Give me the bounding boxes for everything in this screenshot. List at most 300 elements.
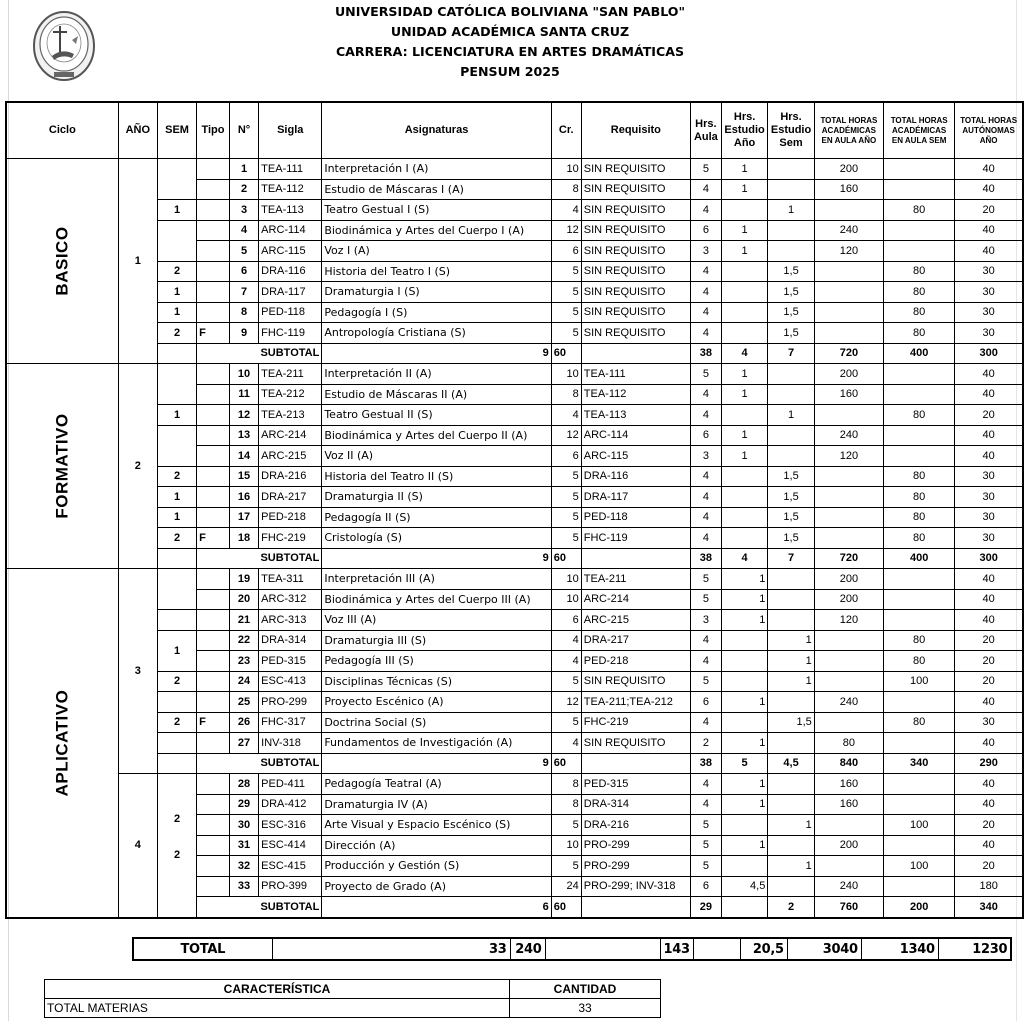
total-autonomas: 20 (955, 405, 1023, 426)
sem-cell: 1 (158, 405, 197, 426)
course-code: ARC-313 (259, 610, 322, 631)
total-acad-sem: 80 (884, 507, 955, 528)
course-number: 33 (229, 876, 258, 897)
subtotal-hrs-aula: 38 (690, 548, 721, 569)
hrs-estudio-sem (768, 425, 814, 446)
course-credits: 8 (551, 774, 581, 795)
total-autonomas: 30 (955, 302, 1023, 323)
total-acad-anio: 160 (814, 794, 883, 815)
subtotal-row (6, 343, 1023, 364)
total-acad-anio (814, 200, 883, 221)
course-requisite: DRA-116 (581, 466, 690, 487)
course-number: 28 (229, 774, 258, 795)
total-acad-sem: 80 (884, 302, 955, 323)
table-row (6, 569, 1023, 590)
hrs-estudio-anio: 1 (721, 610, 767, 631)
course-code: ESC-414 (259, 835, 322, 856)
summary-row-label: TOTAL MATERIAS (45, 999, 510, 1018)
document-header (300, 2, 720, 82)
hrs-aula: 4 (690, 302, 721, 323)
total-acad-sem (884, 446, 955, 467)
tipo-cell (197, 241, 230, 262)
subtotal-hrs-estudio-sem: 7 (768, 548, 814, 569)
subtotal-credits: 60 (551, 548, 581, 569)
col-header-anio: AÑO (118, 102, 157, 159)
total-acad-anio: 200 (814, 569, 883, 590)
tipo-cell (197, 200, 230, 221)
total-acad-sem: 80 (884, 712, 955, 733)
course-number: 15 (229, 466, 258, 487)
course-requisite: TEA-112 (581, 384, 690, 405)
tipo-cell (197, 630, 230, 651)
course-credits: 24 (551, 876, 581, 897)
col-header-asignaturas: Asignaturas (322, 102, 551, 159)
tipo-cell (197, 364, 230, 385)
col-header-total-acad-sem: TOTAL HORAS ACADÉMICAS EN AULA SEM (884, 102, 955, 159)
cycle-name: APLICATIVO (52, 689, 72, 797)
course-code: PRO-299 (259, 692, 322, 713)
course-name: Cristología (S) (322, 528, 551, 549)
sem-cell (158, 425, 197, 466)
hrs-estudio-anio: 1 (721, 384, 767, 405)
course-credits: 4 (551, 733, 581, 754)
course-requisite: TEA-211 (581, 569, 690, 590)
sem-cell: 1 (158, 200, 197, 221)
course-requisite: SIN REQUISITO (581, 302, 690, 323)
table-row (6, 159, 1023, 180)
tipo-cell (197, 384, 230, 405)
course-code: TEA-113 (259, 200, 322, 221)
course-requisite: DRA-314 (581, 794, 690, 815)
total-acad-anio (814, 630, 883, 651)
course-requisite: DRA-117 (581, 487, 690, 508)
table-row (6, 261, 1023, 282)
sem-cell (158, 364, 197, 405)
subtotal-total-anio: 720 (814, 548, 883, 569)
tipo-cell (197, 261, 230, 282)
total-autonomas: 40 (955, 692, 1023, 713)
subtotal-row (6, 753, 1023, 774)
course-number: 5 (229, 241, 258, 262)
table-row (6, 630, 1023, 651)
course-name: Biodinámica y Artes del Cuerpo III (A) (322, 589, 551, 610)
hrs-estudio-sem: 1,5 (768, 261, 814, 282)
total-acad-sem (884, 384, 955, 405)
total-autonomas: 30 (955, 487, 1023, 508)
col-header-hrs-estudio-sem: Hrs. Estudio Sem (768, 102, 814, 159)
hrs-estudio-sem: 1,5 (768, 302, 814, 323)
hrs-aula: 3 (690, 241, 721, 262)
course-code: ESC-415 (259, 856, 322, 877)
course-number: 9 (229, 323, 258, 344)
subtotal-total-anio: 840 (814, 753, 883, 774)
course-requisite: SIN REQUISITO (581, 733, 690, 754)
table-row (6, 610, 1023, 631)
course-credits: 8 (551, 384, 581, 405)
tipo-cell (197, 487, 230, 508)
tipo-cell (197, 692, 230, 713)
course-credits: 5 (551, 671, 581, 692)
course-code: ARC-215 (259, 446, 322, 467)
course-number: 2 (229, 179, 258, 200)
course-credits: 5 (551, 712, 581, 733)
course-name: Voz III (A) (322, 610, 551, 631)
tipo-cell (197, 733, 230, 754)
hrs-estudio-anio (721, 815, 767, 836)
total-acad-anio (814, 671, 883, 692)
course-name: Producción y Gestión (S) (322, 856, 551, 877)
total-autonomas: 40 (955, 446, 1023, 467)
course-requisite: FHC-119 (581, 528, 690, 549)
course-requisite: SIN REQUISITO (581, 159, 690, 180)
course-number: 3 (229, 200, 258, 221)
course-name: Estudio de Máscaras I (A) (322, 179, 551, 200)
hrs-aula: 5 (690, 835, 721, 856)
subtotal-hrs-estudio-anio (721, 897, 767, 918)
total-acad-sem: 100 (884, 815, 955, 836)
course-credits: 5 (551, 487, 581, 508)
hrs-aula: 6 (690, 220, 721, 241)
total-acad-anio (814, 282, 883, 303)
hrs-estudio-sem: 1,5 (768, 282, 814, 303)
tipo-cell (197, 876, 230, 897)
course-credits: 5 (551, 507, 581, 528)
hrs-aula: 4 (690, 323, 721, 344)
course-name: Interpretación I (A) (322, 159, 551, 180)
subtotal-hrs-estudio-sem: 2 (768, 897, 814, 918)
course-name: Interpretación II (A) (322, 364, 551, 385)
hrs-aula: 4 (690, 630, 721, 651)
course-number: 23 (229, 651, 258, 672)
total-autonomas: 30 (955, 261, 1023, 282)
course-code: DRA-216 (259, 466, 322, 487)
hrs-estudio-anio: 1 (721, 241, 767, 262)
course-name: Dramaturgia II (S) (322, 487, 551, 508)
subtotal-total-sem: 200 (884, 897, 955, 918)
course-name: Pedagogía I (S) (322, 302, 551, 323)
sem-cell-blank (158, 343, 197, 364)
hrs-estudio-sem: 1,5 (768, 487, 814, 508)
hrs-aula: 6 (690, 692, 721, 713)
total-acad-sem (884, 589, 955, 610)
hrs-estudio-anio: 1 (721, 733, 767, 754)
total-acad-anio: 200 (814, 159, 883, 180)
subtotal-count: 9 (322, 548, 551, 569)
year-cell: 1 (118, 159, 157, 364)
table-row (6, 733, 1023, 754)
total-autonomas: 40 (955, 774, 1023, 795)
course-name: Teatro Gestual II (S) (322, 405, 551, 426)
hrs-aula: 6 (690, 425, 721, 446)
summary-header-caracteristica: CARACTERÍSTICA (45, 980, 510, 999)
hrs-estudio-sem: 1,5 (768, 507, 814, 528)
sem-cell (158, 733, 197, 754)
tipo-cell (197, 507, 230, 528)
summary-table (44, 979, 661, 1018)
total-autonomas: 40 (955, 835, 1023, 856)
totals-total-sem: 1340 (861, 938, 938, 960)
hrs-estudio-anio: 1 (721, 692, 767, 713)
total-acad-anio: 200 (814, 364, 883, 385)
hrs-estudio-sem (768, 610, 814, 631)
course-code: TEA-211 (259, 364, 322, 385)
course-requisite: PED-218 (581, 651, 690, 672)
hrs-aula: 5 (690, 856, 721, 877)
hrs-aula: 4 (690, 712, 721, 733)
total-acad-anio: 120 (814, 446, 883, 467)
hrs-estudio-anio: 1 (721, 569, 767, 590)
total-acad-sem (884, 610, 955, 631)
totals-label: TOTAL (133, 938, 272, 960)
hrs-estudio-sem: 1,5 (768, 466, 814, 487)
total-acad-anio: 160 (814, 179, 883, 200)
course-code: DRA-117 (259, 282, 322, 303)
hrs-estudio-anio (721, 712, 767, 733)
academic-unit: UNIDAD ACADÉMICA SANTA CRUZ (390, 24, 630, 39)
subtotal-label: SUBTOTAL (197, 548, 322, 569)
hrs-estudio-anio: 1 (721, 425, 767, 446)
pensum-year: PENSUM 2025 (460, 64, 560, 79)
course-requisite: ARC-114 (581, 425, 690, 446)
course-number: 12 (229, 405, 258, 426)
total-autonomas: 40 (955, 794, 1023, 815)
subtotal-label: SUBTOTAL (197, 753, 322, 774)
course-code: FHC-219 (259, 528, 322, 549)
hrs-estudio-sem: 1,5 (768, 528, 814, 549)
course-number: 19 (229, 569, 258, 590)
summary-row (45, 999, 661, 1018)
course-number: 16 (229, 487, 258, 508)
total-autonomas: 40 (955, 364, 1023, 385)
course-code: TEA-111 (259, 159, 322, 180)
total-acad-sem: 80 (884, 282, 955, 303)
career-name: CARRERA: LICENCIATURA EN ARTES DRAMÁTICAS (335, 44, 685, 59)
total-autonomas: 180 (955, 876, 1023, 897)
course-requisite: ARC-115 (581, 446, 690, 467)
course-credits: 12 (551, 692, 581, 713)
hrs-aula: 4 (690, 487, 721, 508)
course-requisite: DRA-217 (581, 630, 690, 651)
subtotal-hrs-estudio-sem: 4,5 (768, 753, 814, 774)
course-credits: 6 (551, 241, 581, 262)
course-number: 30 (229, 815, 258, 836)
tipo-cell: F (197, 323, 230, 344)
total-acad-sem (884, 733, 955, 754)
sem-cell: 2 (158, 323, 197, 344)
subtotal-hrs-aula: 38 (690, 753, 721, 774)
subtotal-total-sem: 400 (884, 548, 955, 569)
sem-cell: 2 (158, 261, 197, 282)
hrs-aula: 4 (690, 794, 721, 815)
sem-cell: 1 (158, 282, 197, 303)
hrs-estudio-sem: 1 (768, 671, 814, 692)
col-header-ciclo: Ciclo (6, 102, 118, 159)
total-acad-sem (884, 835, 955, 856)
course-credits: 5 (551, 528, 581, 549)
sem-cell: 2 (158, 671, 197, 692)
course-name: Arte Visual y Espacio Escénico (S) (322, 815, 551, 836)
total-acad-sem (884, 159, 955, 180)
hrs-estudio-sem (768, 692, 814, 713)
total-acad-sem (884, 692, 955, 713)
tipo-cell (197, 425, 230, 446)
total-autonomas: 30 (955, 507, 1023, 528)
total-autonomas: 40 (955, 425, 1023, 446)
total-acad-anio: 120 (814, 610, 883, 631)
hrs-estudio-anio (721, 630, 767, 651)
totals-table (132, 937, 1012, 961)
course-number: 31 (229, 835, 258, 856)
course-requisite: FHC-219 (581, 712, 690, 733)
hrs-aula: 4 (690, 651, 721, 672)
col-header-sigla: Sigla (259, 102, 322, 159)
course-code: ARC-114 (259, 220, 322, 241)
subtotal-total-anio: 760 (814, 897, 883, 918)
course-number: 18 (229, 528, 258, 549)
course-code: DRA-116 (259, 261, 322, 282)
totals-requisito-blank (545, 938, 660, 960)
hrs-aula: 4 (690, 507, 721, 528)
course-number: 21 (229, 610, 258, 631)
hrs-estudio-anio (721, 856, 767, 877)
total-acad-sem: 80 (884, 651, 955, 672)
course-number: 7 (229, 282, 258, 303)
table-row (6, 200, 1023, 221)
subtotal-hrs-estudio-anio: 4 (721, 548, 767, 569)
tipo-cell (197, 671, 230, 692)
table-row (6, 405, 1023, 426)
total-autonomas: 40 (955, 569, 1023, 590)
total-acad-sem: 100 (884, 671, 955, 692)
year-cell: 3 (118, 569, 157, 774)
total-acad-anio: 160 (814, 774, 883, 795)
hrs-estudio-anio (721, 302, 767, 323)
totals-hrs-estudio-sem: 20,5 (740, 938, 787, 960)
hrs-estudio-sem: 1 (768, 630, 814, 651)
col-header-cr: Cr. (551, 102, 581, 159)
sem-cell: 1 (158, 507, 197, 528)
total-acad-anio: 240 (814, 876, 883, 897)
total-autonomas: 40 (955, 589, 1023, 610)
table-row (6, 487, 1023, 508)
col-header-hrs-aula: Hrs. Aula (690, 102, 721, 159)
total-autonomas: 20 (955, 815, 1023, 836)
hrs-aula: 5 (690, 815, 721, 836)
hrs-estudio-sem: 1,5 (768, 712, 814, 733)
total-acad-anio (814, 815, 883, 836)
subtotal-total-sem: 340 (884, 753, 955, 774)
table-row (6, 507, 1023, 528)
hrs-estudio-sem: 1,5 (768, 323, 814, 344)
course-name: Dramaturgia IV (A) (322, 794, 551, 815)
col-header-n: N° (229, 102, 258, 159)
hrs-aula: 4 (690, 384, 721, 405)
hrs-aula: 5 (690, 569, 721, 590)
hrs-estudio-anio: 1 (721, 589, 767, 610)
table-row (6, 302, 1023, 323)
tipo-cell: F (197, 712, 230, 733)
course-code: TEA-311 (259, 569, 322, 590)
hrs-aula: 3 (690, 610, 721, 631)
total-acad-sem: 80 (884, 405, 955, 426)
tipo-cell (197, 282, 230, 303)
total-autonomas: 30 (955, 323, 1023, 344)
total-acad-sem (884, 425, 955, 446)
course-code: PED-118 (259, 302, 322, 323)
course-name: Estudio de Máscaras II (A) (322, 384, 551, 405)
total-acad-anio (814, 487, 883, 508)
course-number: 1 (229, 159, 258, 180)
tipo-cell (197, 569, 230, 590)
tipo-cell (197, 610, 230, 631)
hrs-aula: 2 (690, 733, 721, 754)
total-acad-anio (814, 856, 883, 877)
totals-row (133, 938, 1011, 960)
course-credits: 4 (551, 405, 581, 426)
hrs-estudio-anio (721, 323, 767, 344)
hrs-estudio-sem: 1 (768, 856, 814, 877)
course-credits: 10 (551, 589, 581, 610)
course-credits: 10 (551, 364, 581, 385)
total-autonomas: 40 (955, 220, 1023, 241)
course-code: ESC-413 (259, 671, 322, 692)
hrs-estudio-anio: 1 (721, 364, 767, 385)
total-acad-sem: 80 (884, 630, 955, 651)
course-requisite: PRO-299; INV-318 (581, 876, 690, 897)
col-header-total-autonomas: TOTAL HORAS AUTÓNOMAS AÑO (955, 102, 1023, 159)
totals-hrs-estudio-anio (693, 938, 740, 960)
course-name: Fundamentos de Investigación (A) (322, 733, 551, 754)
hrs-estudio-sem (768, 774, 814, 795)
total-autonomas: 20 (955, 671, 1023, 692)
total-acad-sem (884, 569, 955, 590)
hrs-aula: 6 (690, 876, 721, 897)
course-requisite: SIN REQUISITO (581, 241, 690, 262)
sem-cell: 1 (158, 487, 197, 508)
total-acad-anio (814, 528, 883, 549)
course-number: 20 (229, 589, 258, 610)
course-requisite: DRA-216 (581, 815, 690, 836)
course-code: FHC-119 (259, 323, 322, 344)
total-acad-anio (814, 651, 883, 672)
subtotal-count: 9 (322, 343, 551, 364)
subtotal-hrs-aula: 38 (690, 343, 721, 364)
total-acad-anio: 120 (814, 241, 883, 262)
course-number: 13 (229, 425, 258, 446)
table-header-row (6, 102, 1023, 159)
hrs-estudio-sem (768, 569, 814, 590)
subtotal-hrs-estudio-anio: 5 (721, 753, 767, 774)
totals-total-anio: 3040 (787, 938, 861, 960)
hrs-estudio-sem (768, 589, 814, 610)
course-number: 14 (229, 446, 258, 467)
course-requisite: TEA-211;TEA-212 (581, 692, 690, 713)
total-acad-anio (814, 405, 883, 426)
course-requisite: SIN REQUISITO (581, 179, 690, 200)
table-row (6, 774, 1023, 795)
hrs-estudio-anio: 1 (721, 179, 767, 200)
subtotal-hrs-estudio-sem: 7 (768, 343, 814, 364)
hrs-estudio-anio (721, 671, 767, 692)
hrs-estudio-sem (768, 835, 814, 856)
hrs-aula: 3 (690, 446, 721, 467)
hrs-estudio-sem (768, 159, 814, 180)
total-autonomas: 30 (955, 528, 1023, 549)
hrs-estudio-anio: 1 (721, 835, 767, 856)
total-acad-anio (814, 712, 883, 733)
course-name: Dramaturgia III (S) (322, 630, 551, 651)
tipo-cell (197, 651, 230, 672)
